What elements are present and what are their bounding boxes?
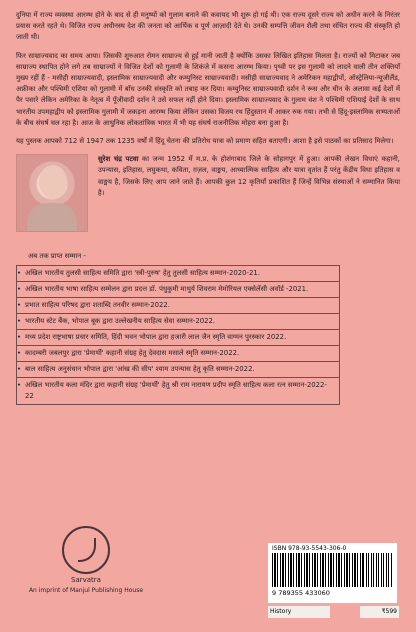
intro-paragraph-1: दुनिया में राज्य व्यवस्था आरम्भ होने के बाद से ही मनुष्यों को गुलाम बनाने की कवायद भी शुरू हो गई थी। एक राज्य दूसरे राज्य को अधीन करने के निरंतर प्रयास करते रहते थे। विजित राज्य अधीनस्थ देश की जनता को आर्थिक व पूर्ण आज़ादी देते थे। उनकी सम्पत्ति जीवन शैली तथा संचित राज्य की संस्कृति हो जाती थी।	[16, 11, 400, 42]
publisher-name: Sarvatra	[71, 576, 101, 584]
barcode-icon	[272, 553, 364, 587]
author-photo	[16, 154, 88, 232]
award-item: • बाल साहित्य अनुसंधान भोपाल द्वारा 'आंख की सीप' श्याम उपन्यास हेतु कृति सम्मान-2022.	[17, 362, 339, 378]
award-item: • प्रभात साहित्य परिषद द्वारा शताब्दि तनवीर सम्मान-2022.	[17, 298, 339, 314]
publisher-tagline: An imprint of Manjul Publishing House	[28, 587, 144, 594]
publisher-mark-icon	[62, 526, 110, 574]
author-bio-text: का जन्म 1952 में म.प्र. के होशंगाबाद जिले के सोहागपुर में हुआ। आपकी लेखन विधाएं कहानी, उपन्यास, इतिहास, लघुकथा, कविता, ग़ज़ल, वाङ्मय, आध्यात्मिक साहित्य और यात्रा वृतांत हैं परंतु केंद्रीय विधा इतिहास व वाङ्मय है, जिसके लिए आप जाने जाते हैं। आपकी कुल 12 कृतियाँ प्रकाशित हैं जिन्हें विभिन्न संस्थाओं ने सम्मानित किया है।	[98, 155, 400, 197]
award-item: • मध्य प्रदेश राष्ट्रभाषा प्रचार समिति, हिंदी भवन भोपाल द्वारा हजारी लाल जैन स्मृति वाग्मन पुरस्कार 2022.	[17, 330, 339, 346]
awards-list	[16, 265, 340, 405]
publisher-logo	[16, 526, 156, 622]
author-section	[16, 154, 400, 250]
award-item: • अखिल भारतीय कला मंदिर द्वारा कहानी संग्रह 'प्रेमार्थी' हेतु श्री राम नारायण प्रदीप स्मृति साहित्य कला रत्न सम्मान-2022-22	[17, 378, 339, 404]
subject-label: History	[268, 606, 330, 618]
barcode-addon-icon	[366, 553, 393, 587]
intro-paragraph-3: यह पुस्तक आपको 712 से 1947 तक 1235 वर्षों में हिंदू चेतना की प्रतिरोध यात्रा को प्रमाण सहित बताएगी। आशा है इसे पाठकों का प्रतिसाद मिलेगा।	[16, 137, 394, 146]
isbn-text: ISBN 978-93-5543-306-0	[272, 545, 347, 552]
award-item: • भारतीय स्टेट बैंक, भोपाल बूक द्वारा उल्लेखनीय साहित्य सेवा सम्मान-2022.	[17, 314, 339, 330]
barcode-area	[268, 543, 397, 603]
award-item: • कादम्बरी जबलपुर द्वारा 'प्रेमार्थी' कहानी संग्रह हेतु देवदास मसाले स्मृति सम्मान-2022.	[17, 346, 339, 362]
awards-heading: अब तक प्राप्त सम्मान -	[28, 252, 86, 261]
award-item: • अखिल भारतीय भाषा साहित्य सम्मेलन द्वारा प्रदत्त डॉ. पंधुकुमी माथुर्य शिवराम मेमोरियल एक्सेलेंसी अवॉर्ड -2021.	[17, 282, 339, 298]
author-name: सुरेश चंद्र पटवा	[98, 155, 139, 164]
author-bio	[98, 154, 400, 199]
award-item: • अखिल भारतीय तुलसी साहित्य समिति द्वारा 'स्त्री-पुरुष' हेतु तुलसी साहित्य सम्मान-2020-21.	[17, 266, 339, 282]
barcode-number: 9 789355 433060	[272, 589, 330, 597]
intro-paragraph-2: फिर साम्राज्यवाद का समय आया। जिसकी शुरुआत रोमन साम्राज्य से हुई मानी जाती है क्योंकि उसका लिखित इतिहास मिलता है। राज्यों को मिटाकर जब साम्राज्य स्थापित होने लगे तब साम्राज्यों ने विजित देशों को गुलामी के शिकंजे में कसना आरम्भ किया। पृथ्वी पर इस गुलामी को लादने वाली तीन शक्तियाँ मुख्य रहीं हैं - मसीही साम्राज्यवादी, इस्लामिक साम्राज्यवादी और कम्युनिस्ट साम्राज्यवादी। मसीही साम्राज्यवाद ने अमेरिकन महाद्वीपों, ऑस्ट्रेलिया-न्यूजीलैंड, अफ्रीका और पश्चिमी एशिया को गुलामी में बाँध उनकी संस्कृति को तबाह कर दिया। कम्युनिस्ट साम्राज्यवादी दर्शन ने रूस और चीन के अलावा कई देशों में पैर पसारे लेकिन अमेरिका के नेतृत्व में पूँजीवादी दर्शन ने उसे सफल नहीं होने दिया। इस्लामिक साम्राज्यवाद के गुलाम वंश ने पश्चिमी एशियाई देशों के साथ भारतीय उपमहाद्वीप को इस्लामिक गुलामी में जकड़ना आरम्भ किया लेकिन उसका विजय रथ हिंदुस्तान में आकर रुक गया। तभी से हिंदू-इस्लामिक सभ्यताओं के बीच संघर्ष चल रहा है। आज के आधुनिक लोकतांत्रिक भारत में भी यह संघर्ष राजनीतिक मोहरा बना हुआ है।	[16, 51, 400, 127]
price-label: ₹599	[360, 606, 399, 618]
